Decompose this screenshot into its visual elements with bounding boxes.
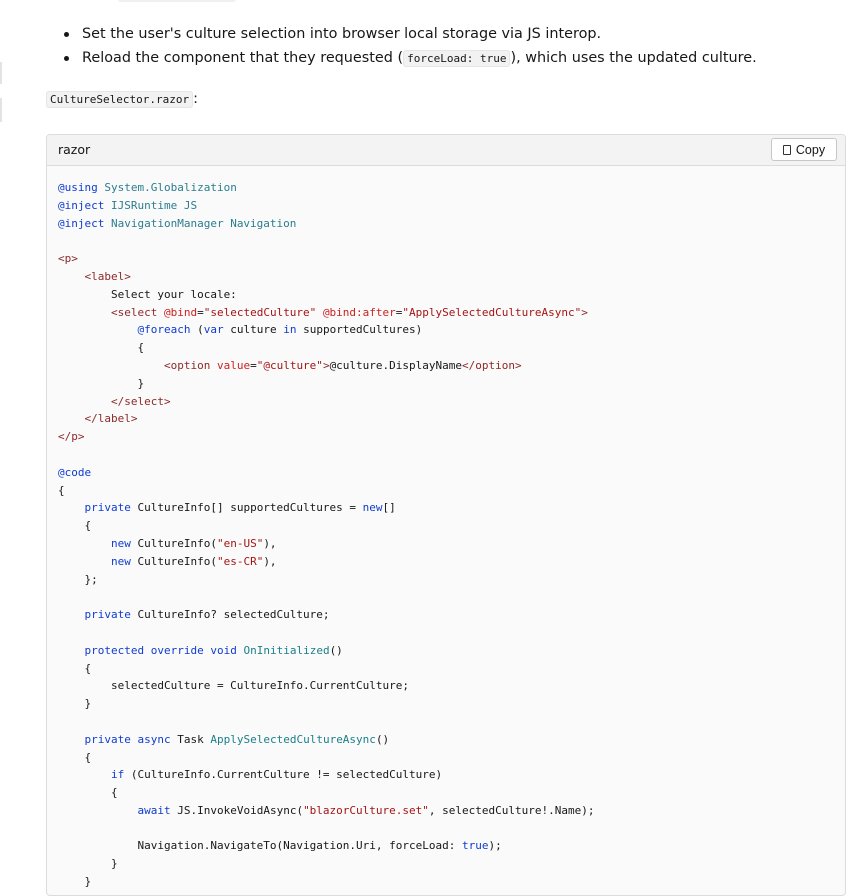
- code-text: [210, 359, 217, 372]
- code-line: [58, 875, 91, 888]
- code-text: Select your locale:: [58, 287, 237, 301]
- code-method: OnInitialized: [243, 643, 330, 657]
- code-block-header: [47, 135, 845, 166]
- code-keyword: new: [362, 501, 383, 515]
- code-line: [58, 697, 91, 710]
- code-type: System.Globalization: [104, 181, 237, 194]
- list-item: [60, 22, 757, 46]
- code-text: [58, 270, 85, 283]
- code-text: {: [58, 750, 92, 764]
- code-method: ApplySelectedCultureAsync: [210, 732, 376, 746]
- code-text: [58, 608, 85, 621]
- code-language-label: razor: [58, 142, 91, 157]
- code-keyword: async: [137, 732, 171, 746]
- code-line: [58, 252, 78, 265]
- code-line: [58, 466, 91, 479]
- code-line: [58, 181, 237, 194]
- code-keyword: private: [84, 608, 131, 622]
- inline-code: forceLoad: true: [403, 50, 510, 67]
- code-string: "en-US": [216, 536, 264, 550]
- code-text: [58, 555, 111, 568]
- code-line: [58, 804, 594, 817]
- code-text: );: [488, 839, 502, 853]
- code-line: [58, 573, 98, 586]
- code-text: JS.InvokeVoidAsync(: [170, 803, 304, 817]
- code-line: [58, 644, 343, 657]
- code-text: }: [58, 376, 145, 390]
- code-text: {: [58, 341, 145, 355]
- file-name-label: [46, 89, 198, 110]
- code-text: (CultureInfo.CurrentCulture != selectedCulture): [124, 768, 443, 782]
- code-text: =: [197, 305, 204, 319]
- code-tag: <option: [163, 358, 211, 372]
- code-text: (): [375, 732, 390, 746]
- code-line: [58, 484, 65, 497]
- code-string: "@culture": [256, 358, 323, 372]
- code-text: (): [329, 643, 343, 657]
- code-text: [104, 217, 111, 230]
- code-text: [58, 644, 85, 657]
- code-keyword: void: [210, 643, 237, 657]
- code-keyword: private: [84, 501, 131, 515]
- code-text: [104, 199, 111, 212]
- code-keyword: override: [150, 643, 204, 657]
- code-text: [58, 306, 111, 319]
- code-tag: </label>: [84, 412, 138, 426]
- code-tag: <p>: [58, 252, 78, 266]
- code-text: [58, 804, 137, 817]
- list-item: [60, 46, 757, 71]
- code-text: [58, 537, 111, 550]
- code-content[interactable]: [47, 166, 845, 891]
- code-text: =: [250, 358, 257, 372]
- code-keyword: protected: [84, 643, 145, 657]
- code-text: [316, 306, 323, 319]
- code-tag: </option>: [462, 358, 522, 372]
- code-attribute: @bind: [163, 305, 198, 319]
- code-keyword: @inject: [58, 198, 105, 212]
- code-line: [58, 323, 422, 336]
- code-text: (: [190, 323, 204, 337]
- code-line: [58, 662, 91, 675]
- code-keyword: @using: [58, 181, 98, 194]
- code-line: [58, 786, 118, 799]
- code-tag: <label>: [84, 269, 131, 283]
- code-text: {: [58, 786, 118, 800]
- code-text: selectedCulture = CultureInfo.CurrentCulture;: [58, 679, 409, 693]
- code-line: [58, 288, 237, 301]
- code-text: @culture.DisplayName: [329, 358, 463, 372]
- code-keyword: new: [110, 536, 131, 550]
- steps-list: [60, 22, 757, 71]
- code-tag: >: [322, 358, 330, 372]
- code-text: CultureInfo(: [130, 554, 217, 568]
- code-type: NavigationManager Navigation: [110, 216, 297, 230]
- code-block: [46, 134, 846, 896]
- code-line: [58, 501, 396, 514]
- code-text: };: [58, 572, 98, 586]
- code-text: [58, 359, 164, 372]
- code-keyword: in: [283, 323, 297, 337]
- code-line: [58, 412, 137, 425]
- copy-icon: [783, 145, 791, 155]
- code-keyword: @code: [58, 465, 92, 479]
- code-line: [58, 359, 522, 372]
- code-text: {: [58, 483, 65, 497]
- code-keyword: var: [203, 323, 224, 337]
- truncated-inline-code: [118, 0, 236, 2]
- code-attribute: @bind:after: [322, 305, 396, 319]
- code-text: }: [58, 857, 118, 871]
- code-text: [157, 306, 164, 319]
- code-text: [58, 501, 85, 514]
- code-line: [58, 377, 144, 390]
- code-tag: </p>: [58, 430, 85, 444]
- code-text: [58, 395, 111, 408]
- code-string: "selectedCulture": [203, 305, 317, 319]
- file-name-code: CultureSelector.razor: [46, 91, 193, 108]
- code-text: CultureInfo[] supportedCultures =: [130, 501, 363, 515]
- code-line: [58, 733, 389, 746]
- code-line: [58, 555, 277, 568]
- code-line: [58, 751, 91, 764]
- list-item-text-before: Reload the component that they requested (: [82, 50, 404, 66]
- code-line: [58, 341, 144, 354]
- code-text: CultureInfo(: [130, 536, 217, 550]
- code-line: [58, 537, 277, 550]
- code-text: [58, 323, 137, 336]
- code-text: [58, 768, 111, 781]
- copy-button-label: Copy: [795, 142, 826, 157]
- code-line: [58, 217, 296, 230]
- code-text: CultureInfo? selectedCulture;: [130, 608, 330, 622]
- code-text: ),: [263, 554, 277, 568]
- code-line: [58, 839, 502, 852]
- code-keyword: @inject: [58, 216, 105, 230]
- code-text: [58, 733, 85, 746]
- code-text: supportedCultures): [296, 323, 423, 337]
- code-text: =: [395, 305, 403, 319]
- code-text: }: [58, 697, 92, 711]
- code-line: [58, 395, 171, 408]
- code-text: culture: [223, 323, 284, 337]
- code-keyword: private: [84, 732, 131, 746]
- code-text: Task: [170, 732, 211, 746]
- code-string: "blazorCulture.set": [303, 803, 429, 817]
- code-line: [58, 270, 131, 283]
- code-keyword: await: [137, 803, 171, 817]
- code-line: [58, 199, 197, 212]
- code-line: [58, 519, 91, 532]
- code-keyword: new: [110, 554, 131, 568]
- code-tag: <select: [110, 305, 158, 319]
- code-tag: </select>: [110, 394, 171, 408]
- code-keyword: @foreach: [137, 323, 191, 337]
- code-text: {: [58, 519, 92, 533]
- code-type: IJSRuntime JS: [110, 198, 198, 212]
- list-item-text: Set the user's culture selection into browser local storage via JS interop.: [82, 26, 602, 42]
- copy-button[interactable]: [771, 138, 837, 161]
- code-tag: >: [581, 305, 588, 319]
- code-string: "es-CR": [216, 554, 264, 568]
- code-text: }: [58, 875, 92, 889]
- code-text: [58, 412, 85, 425]
- code-keyword: if: [110, 768, 125, 782]
- left-margin-marker: [0, 98, 2, 122]
- code-text: []: [382, 501, 396, 515]
- code-line: [58, 608, 330, 621]
- code-text: Navigation.NavigateTo(Navigation.Uri, forceLoad:: [58, 839, 462, 853]
- code-text: ),: [263, 536, 277, 550]
- list-item-text-after: ), which uses the updated culture.: [510, 50, 757, 66]
- code-text: {: [58, 661, 92, 675]
- code-text: [144, 644, 151, 657]
- code-string: "ApplySelectedCultureAsync": [402, 305, 582, 319]
- code-line: [58, 857, 118, 870]
- file-name-suffix: :: [193, 91, 198, 107]
- code-text: , selectedCulture!.Name);: [428, 803, 595, 817]
- code-attribute: value: [216, 358, 251, 372]
- code-line: [58, 768, 442, 781]
- code-keyword: true: [461, 839, 489, 853]
- code-line: [58, 679, 409, 692]
- code-line: [58, 306, 588, 319]
- left-margin-marker: [0, 62, 2, 84]
- code-line: [58, 430, 85, 443]
